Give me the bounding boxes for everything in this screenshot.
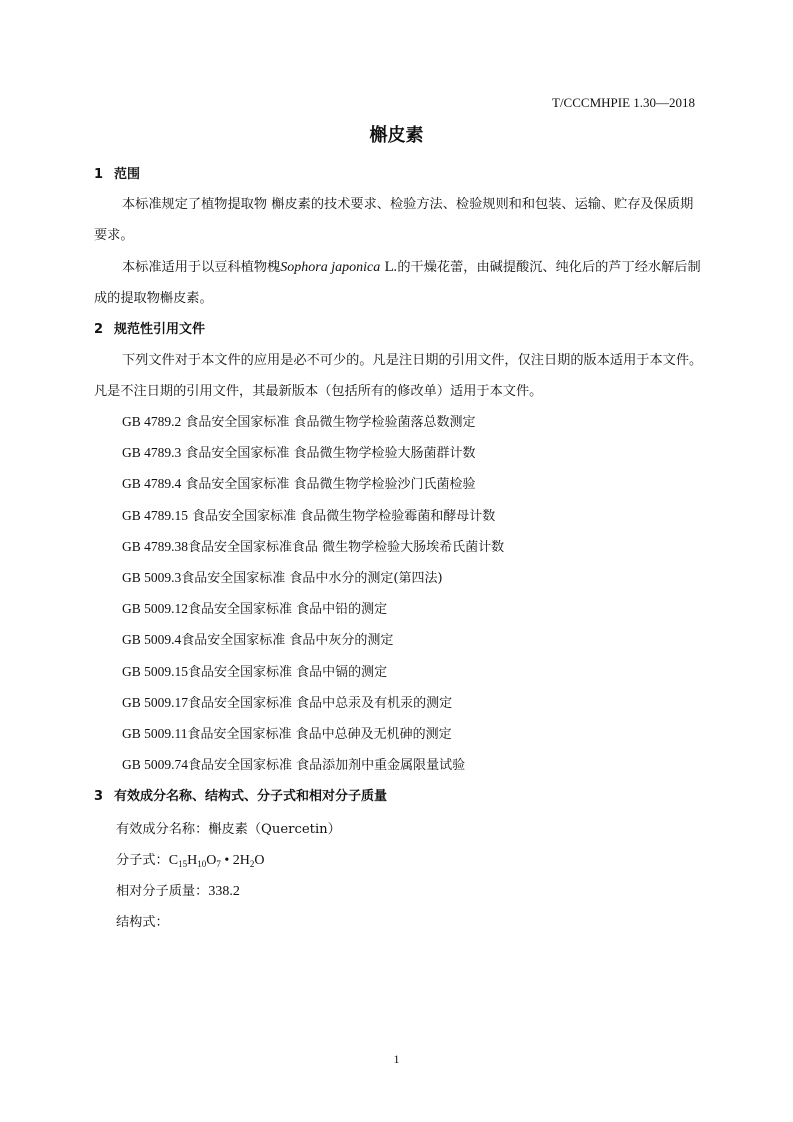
section-title: 有效成分名称、结构式、分子式和相对分子质量 <box>114 789 388 804</box>
active-ingredient-name <box>116 818 341 837</box>
formula-element: • 2H <box>220 853 250 868</box>
text-fragment: L.的干燥花蕾，由碱提酸沉、纯化后的芦丁经水解后制 <box>380 260 701 275</box>
formula-subscript: 2 <box>249 859 255 869</box>
reference-code: GB 4789.2 <box>122 414 182 429</box>
reference-title: 食品安全国家标准 食品中水分的测定(第四法) <box>181 571 443 586</box>
reference-item <box>122 629 393 648</box>
formula-element: H <box>187 853 198 868</box>
reference-code: GB 5009.3 <box>122 570 182 585</box>
reference-item <box>122 536 504 555</box>
section-title: 规范性引用文件 <box>114 322 206 337</box>
reference-code: GB 5009.12 <box>122 601 189 616</box>
reference-item <box>122 505 495 524</box>
page-number: 1 <box>393 1052 400 1066</box>
molecular-formula <box>116 849 264 869</box>
reference-code: GB 4789.15 <box>122 508 189 523</box>
field-label: 相对分子质量： <box>116 884 209 899</box>
reference-title: 食品安全国家标准 食品微生物学检验大肠菌群计数 <box>181 446 476 461</box>
document-code: T/CCCMHPIE 1.30—2018 <box>552 95 696 110</box>
reference-code: GB 5009.4 <box>122 632 182 647</box>
reference-title: 食品安全国家标准 食品微生物学检验菌落总数测定 <box>181 415 476 430</box>
section-2-heading <box>94 318 205 337</box>
reference-title: 食品安全国家标准 食品微生物学检验霉菌和酵母计数 <box>188 509 496 524</box>
formula-subscript: 10 <box>197 859 207 869</box>
reference-title: 食品安全国家标准 食品中镉的测定 <box>188 665 388 680</box>
reference-code: GB 4789.4 <box>122 476 182 491</box>
molecular-mass <box>116 880 240 900</box>
section-3-heading <box>94 785 387 804</box>
reference-title: 食品安全国家标准 食品中总砷及无机砷的测定 <box>187 727 452 742</box>
reference-title: 食品安全国家标准 食品添加剂中重金属限量试验 <box>188 758 466 773</box>
reference-title: 食品安全国家标准 食品中灰分的测定 <box>181 633 394 648</box>
reference-item <box>122 567 443 586</box>
reference-item <box>122 754 465 773</box>
reference-code: GB 4789.3 <box>122 445 182 460</box>
paragraph-references-line-1: 下列文件对于本文件的应用是必不可少的。凡是注日期的引用文件，仅注日期的版本适用于本文件。 <box>122 353 703 368</box>
formula-subscript: 15 <box>178 859 188 869</box>
reference-item <box>122 411 476 430</box>
field-label: 有效成分名称： <box>116 822 209 837</box>
field-value: 槲皮素（Quercetin） <box>208 822 341 837</box>
formula-element: O <box>254 853 265 868</box>
section-number: 3 <box>94 789 104 804</box>
section-number: 1 <box>94 167 104 182</box>
field-label: 分子式： <box>116 853 169 868</box>
section-1-heading <box>94 163 140 182</box>
latin-name: Sophora japonica <box>280 260 381 275</box>
formula-subscript: 7 <box>216 859 221 869</box>
reference-item <box>122 692 452 711</box>
section-title: 范围 <box>114 167 141 182</box>
paragraph-applicability-line-2: 成的提取物槲皮素。 <box>94 291 213 306</box>
reference-code: GB 5009.74 <box>122 757 189 772</box>
reference-title: 食品安全国家标准食品 微生物学检验大肠埃希氏菌计数 <box>188 540 505 555</box>
reference-code: GB 5009.15 <box>122 664 189 679</box>
structure-label: 结构式： <box>116 915 169 930</box>
paragraph-references-line-2: 凡是不注日期的引用文件，其最新版本（包括所有的修改单）适用于本文件。 <box>94 384 543 399</box>
reference-item <box>122 661 387 680</box>
reference-item <box>122 473 476 492</box>
document-title: 槲皮素 <box>369 125 424 146</box>
formula-value <box>169 853 265 868</box>
section-number: 2 <box>94 322 104 337</box>
paragraph-applicability-line-1 <box>122 256 701 276</box>
paragraph-scope-line-1: 本标准规定了植物提取物 槲皮素的技术要求、检验方法、检验规则和和包装、运输、贮存及保质期 <box>122 197 694 212</box>
field-value: 338.2 <box>208 884 240 899</box>
paragraph-scope-line-2: 要求。 <box>94 228 134 243</box>
reference-code: GB 4789.38 <box>122 539 189 554</box>
reference-item <box>122 442 476 461</box>
reference-item <box>122 723 452 742</box>
formula-element: C <box>168 853 179 868</box>
reference-title: 食品安全国家标准 食品中铅的测定 <box>188 602 388 617</box>
reference-title: 食品安全国家标准 食品中总汞及有机汞的测定 <box>188 696 453 711</box>
reference-code: GB 5009.17 <box>122 695 189 710</box>
reference-item <box>122 598 387 617</box>
formula-element: O <box>206 853 217 868</box>
reference-title: 食品安全国家标准 食品微生物学检验沙门氏菌检验 <box>181 477 476 492</box>
reference-code: GB 5009.11 <box>122 726 188 741</box>
text-fragment: 本标准适用于以豆科植物槐 <box>122 260 281 275</box>
